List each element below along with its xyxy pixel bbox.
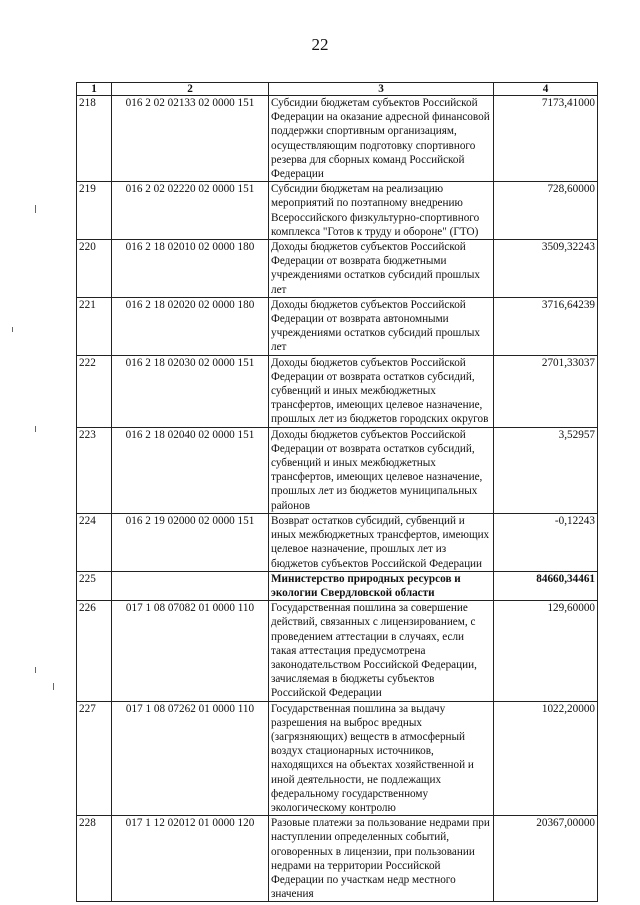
table-row <box>77 571 598 600</box>
header-col-4: 4 <box>494 83 598 96</box>
budget-table <box>76 82 598 902</box>
budget-code: 016 2 19 02000 02 0000 151 <box>112 513 269 571</box>
scan-mark <box>12 327 13 332</box>
income-description: Министерство природных ресурсов и экологии Свердловской области <box>269 571 494 600</box>
amount-value: 20367,00000 <box>494 816 598 902</box>
table-row <box>77 701 598 816</box>
budget-code: 016 2 02 02133 02 0000 151 <box>112 96 269 182</box>
amount-value: 84660,34461 <box>494 571 598 600</box>
income-description: Государственная пошлина за совершение действий, связанных с лицензированием, с проведением аттестации в случаях, если такая аттестация предусмотрена законодательством Российской Федерации, зачисляемая в бюджеты субъектов Российской Федерации <box>269 601 494 701</box>
income-description: Возврат остатков субсидий, субвенций и иных межбюджетных трансфертов, имеющих целевое назначение, прошлых лет из бюджетов субъектов Российской Федерации <box>269 513 494 571</box>
row-number: 221 <box>77 297 112 355</box>
row-number: 228 <box>77 816 112 902</box>
table-header-row <box>77 83 598 96</box>
budget-code: 017 1 08 07082 01 0000 110 <box>112 601 269 701</box>
row-number: 219 <box>77 182 112 240</box>
amount-value: 2701,33037 <box>494 355 598 427</box>
amount-value: 3509,32243 <box>494 240 598 298</box>
table-row <box>77 427 598 513</box>
scan-mark <box>35 667 36 673</box>
table-row <box>77 601 598 701</box>
budget-code: 017 1 12 02012 01 0000 120 <box>112 816 269 902</box>
amount-value: 3,52957 <box>494 427 598 513</box>
row-number: 223 <box>77 427 112 513</box>
budget-code: 016 2 18 02030 02 0000 151 <box>112 355 269 427</box>
amount-value: 3716,64239 <box>494 297 598 355</box>
amount-value: 728,60000 <box>494 182 598 240</box>
income-description: Субсидии бюджетам на реализацию мероприятий по поэтапному внедрению Всероссийского физкультурно-спортивного комплекса "Готов к труду и обороне" (ГТО) <box>269 182 494 240</box>
budget-code: 016 2 18 02020 02 0000 180 <box>112 297 269 355</box>
table-row <box>77 182 598 240</box>
row-number: 224 <box>77 513 112 571</box>
budget-code <box>112 571 269 600</box>
table-row <box>77 513 598 571</box>
table-body <box>77 96 598 902</box>
income-description: Субсидии бюджетам субъектов Российской Федерации на оказание адресной финансовой поддержки спортивным организациям, осуществляющим подготовку спортивного резерва для сборных команд Российской Федерации <box>269 96 494 182</box>
row-number: 222 <box>77 355 112 427</box>
income-description: Доходы бюджетов субъектов Российской Федерации от возврата бюджетными учреждениями остатков субсидий прошлых лет <box>269 240 494 298</box>
row-number: 225 <box>77 571 112 600</box>
page-number: 22 <box>311 35 329 54</box>
budget-code: 016 2 18 02040 02 0000 151 <box>112 427 269 513</box>
income-description: Государственная пошлина за выдачу разрешения на выброс вредных (загрязняющих) веществ в атмосферный воздух стационарных источников, находящихся на объектах хозяйственной и иной деятельности, не подлежащих федеральному государственному экологическому контролю <box>269 701 494 816</box>
income-description: Доходы бюджетов субъектов Российской Федерации от возврата остатков субсидий, субвенций и иных межбюджетных трансфертов, имеющих целевое назначение, прошлых лет из бюджетов городских округов <box>269 355 494 427</box>
row-number: 218 <box>77 96 112 182</box>
income-description: Доходы бюджетов субъектов Российской Федерации от возврата остатков субсидий, субвенций и иных межбюджетных трансфертов, имеющих целевое назначение, прошлых лет из бюджетов муниципальных районов <box>269 427 494 513</box>
header-col-1: 1 <box>77 83 112 96</box>
amount-value: 129,60000 <box>494 601 598 701</box>
table-row <box>77 355 598 427</box>
table-row <box>77 240 598 298</box>
table-row <box>77 96 598 182</box>
budget-code: 017 1 08 07262 01 0000 110 <box>112 701 269 816</box>
row-number: 226 <box>77 601 112 701</box>
income-description: Доходы бюджетов субъектов Российской Федерации от возврата автономными учреждениями остатков субсидий прошлых лет <box>269 297 494 355</box>
scan-mark <box>35 205 36 213</box>
row-number: 220 <box>77 240 112 298</box>
header-col-3: 3 <box>269 83 494 96</box>
table-row <box>77 816 598 902</box>
budget-code: 016 2 18 02010 02 0000 180 <box>112 240 269 298</box>
scan-mark <box>53 683 54 690</box>
header-col-2: 2 <box>112 83 269 96</box>
table-row <box>77 297 598 355</box>
budget-code: 016 2 02 02220 02 0000 151 <box>112 182 269 240</box>
row-number: 227 <box>77 701 112 816</box>
amount-value: -0,12243 <box>494 513 598 571</box>
amount-value: 1022,20000 <box>494 701 598 816</box>
amount-value: 7173,41000 <box>494 96 598 182</box>
income-description: Разовые платежи за пользование недрами при наступлении определенных событий, оговоренных в лицензии, при пользовании недрами на территории Российской Федерации по участкам недр местного значения <box>269 816 494 902</box>
scan-mark <box>35 426 36 432</box>
